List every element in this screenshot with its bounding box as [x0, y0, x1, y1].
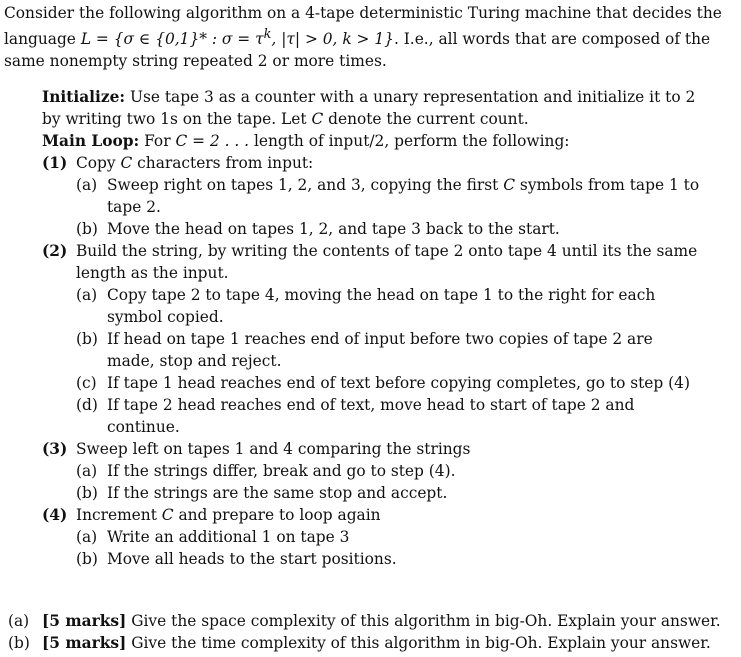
intro-line-3: same nonempty string repeated 2 or more times.: [4, 52, 387, 71]
question-b: (b) [5 marks] Give the time complexity of this algorithm in big-Oh. Explain your answer.: [8, 634, 711, 652]
step-2c: (c) If tape 1 head reaches end of text before copying completes, go to step (4): [76, 374, 690, 392]
step-2: (2) Build the string, by writing the contents of tape 2 onto tape 4 until its the same length as the input. (a) Copy tape 2 to tape 4, moving the head on tape 1 to the right for each symbol copied. (b) If head on tape 1 reaches end of input before two copies of tape 2 are made, stop and reject. (c) If tape 1 head reaches end of text before copying completes, go to step (4) (d) If tape 2 head reaches end of text, move head to start of tape 2 and continue.: [42, 240, 702, 438]
step-4a: (a) Write an additional 1 on tape 3: [76, 528, 350, 546]
step-4b: (b) Move all heads to the start positions.: [76, 550, 397, 568]
step-3: (3) Sweep left on tapes 1 and 4 comparing the strings (a) If the strings differ, break and go to step (4). (b) If the strings are the same stop and accept.: [42, 438, 702, 504]
step-1a: (a) Sweep right on tapes 1, 2, and 3, copying the first C symbols from tape 1 to tape 2.: [76, 176, 700, 216]
initialize-label: Initialize:: [42, 88, 126, 106]
main-loop-paragraph: Main Loop: For C = 2 . . . length of input/2, perform the following:: [42, 132, 570, 150]
step-2a: (a) Copy tape 2 to tape 4, moving the head on tape 1 to the right for each symbol copied.: [76, 286, 656, 326]
intro-line-2: language L = {σ ∈ {0,1}* : $\sigma = \tau^k$, |τ| > 0, k > 1}. I.e., all words that are composed of the: [4, 27, 711, 49]
steps-list: [42, 152, 702, 570]
initialize-paragraph: Initialize: Use tape 3 as a counter with a unary representation and initialize it to 2 by writing two 1s on the tape. Let C denote the current count.: [42, 88, 696, 128]
step-1: (1) Copy C characters from input: (a) Sweep right on tapes 1, 2, and 3, copying the first C symbols from tape 1 to tape 2. (b) Move the head on tapes 1, 2, and tape 3 back to the start.: [42, 152, 702, 240]
algorithm-block: [42, 86, 702, 570]
marks-badge: [5 marks]: [42, 612, 127, 630]
question-a: (a) [5 marks] Give the space complexity of this algorithm in big-Oh. Explain your answer.: [8, 612, 721, 630]
problem-statement: [4, 2, 736, 72]
step-4: (4) Increment C and prepare to loop again (a) Write an additional 1 on tape 3 (b) Move all heads to the start positions.: [42, 504, 702, 570]
main-loop-label: Main Loop:: [42, 132, 140, 150]
step-3a: (a) If the strings differ, break and go to step (4).: [76, 462, 456, 480]
step-2b: (b) If head on tape 1 reaches end of input before two copies of tape 2 are made, stop and reject.: [76, 330, 653, 370]
intro-line-1: Consider the following algorithm on a 4-tape deterministic Turing machine that decides the: [4, 4, 722, 22]
exponent-k: k: [263, 27, 272, 42]
step-3b: (b) If the strings are the same stop and accept.: [76, 484, 448, 502]
marks-badge: [5 marks]: [42, 634, 127, 652]
questions-list: [8, 610, 740, 654]
language-definition: L = {σ ∈ {0,1}* : σ = τ: [80, 30, 264, 49]
step-1b: (b) Move the head on tapes 1, 2, and tape 3 back to the start.: [76, 220, 560, 238]
step-2d: (d) If tape 2 head reaches end of text, move head to start of tape 2 and continue.: [76, 396, 635, 436]
